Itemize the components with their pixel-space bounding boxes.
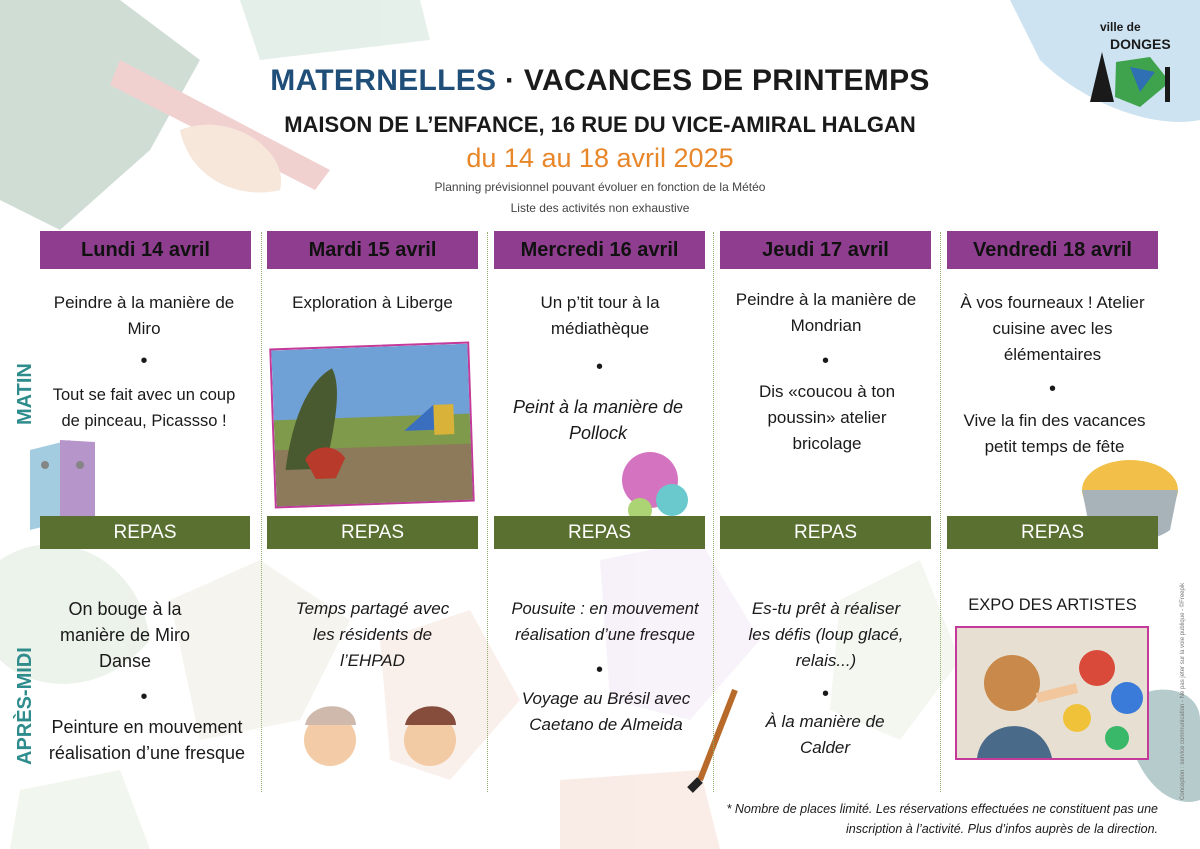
bullet-separator: •	[821, 350, 829, 372]
activity-monday-afternoon-2: Peinture en mouvement réalisation d’une fresque	[48, 717, 246, 763]
activity-monday-morning-2: Tout se fait avec un coup de pinceau, Picassso !	[52, 386, 236, 430]
lunch-bar-tuesday	[267, 516, 478, 549]
activity-thursday-morning-1: Peindre à la manière de Mondrian	[735, 290, 917, 335]
activity-friday-afternoon-1: EXPO DES ARTISTES	[968, 596, 1137, 614]
day-header-monday	[40, 231, 251, 269]
lunch-label: REPAS	[113, 521, 177, 543]
lunch-label: REPAS	[793, 521, 857, 543]
bullet-separator: •	[140, 686, 148, 708]
activity-friday-morning-2: Vive la fin des vacances petit temps de fête	[963, 411, 1146, 456]
lunch-bar-wednesday	[494, 516, 705, 549]
logo-text-ville: ville de	[1100, 20, 1141, 34]
bullet-separator: •	[140, 350, 148, 372]
activity-wednesday-morning-1: Un p’tit tour à la médiathèque	[540, 293, 660, 338]
lunch-bar-monday	[40, 516, 250, 549]
day-header-label: Mardi 15 avril	[308, 238, 437, 261]
lunch-label: REPAS	[340, 521, 404, 543]
activity-monday-afternoon-1: On bouge à la manière de Miro Danse	[59, 599, 191, 671]
day-header-thursday	[720, 231, 931, 269]
activities-note: Liste des activités non exhaustive	[510, 201, 690, 215]
lunch-label: REPAS	[567, 521, 631, 543]
date-range: du 14 au 18 avril 2025	[466, 143, 734, 173]
bullet-separator: •	[595, 356, 603, 378]
column-separator	[713, 232, 714, 792]
lunch-label: REPAS	[1020, 521, 1084, 543]
day-header-friday	[947, 231, 1158, 269]
period-label-morning: MATIN	[14, 363, 36, 425]
column-separator	[487, 232, 488, 792]
footnote: * Nombre de places limité. Les réservations effectuées ne constituent pas une inscription à l’activité. Plus d’infos auprès de la direction.	[726, 802, 1158, 836]
child-painting-photo	[955, 626, 1149, 760]
bullet-separator: •	[595, 659, 603, 681]
park-image	[271, 343, 474, 508]
period-label-afternoon: APRÈS-MIDI	[14, 647, 36, 765]
title-audience: MATERNELLES	[270, 64, 497, 97]
activity-wednesday-afternoon-2: Voyage au Brésil avec Caetano de Almeida	[521, 689, 691, 734]
address: MAISON DE L’ENFANCE, 16 RUE DU VICE-AMIRAL HALGAN	[284, 112, 916, 137]
day-header-label: Jeudi 17 avril	[762, 238, 889, 261]
bullet-separator: •	[1048, 378, 1056, 400]
logo-text-donges: DONGES	[1110, 36, 1171, 52]
activity-monday-morning-1: Peindre à la manière de Miro	[53, 293, 235, 338]
activity-thursday-afternoon-2: À la manière de Calder	[765, 712, 885, 757]
day-header-wednesday	[494, 231, 705, 269]
lunch-bar-friday	[947, 516, 1158, 549]
activity-thursday-afternoon-1: Es-tu prêt à réaliser les défis (loup glacé, relais...)	[748, 599, 904, 670]
day-header-label: Mercredi 16 avril	[520, 238, 679, 261]
activity-friday-morning-1: À vos fourneaux ! Atelier cuisine avec les élémentaires	[960, 293, 1145, 364]
credit: Conception : service communication - Ne pas jeter sur la voie publique - ©Freepik	[1180, 582, 1186, 800]
day-header-label: Vendredi 18 avril	[973, 238, 1132, 261]
title-event: · VACANCES DE PRINTEMPS	[496, 64, 930, 97]
page-title	[0, 64, 1200, 98]
day-header-tuesday	[267, 231, 478, 269]
activity-tuesday-morning-1: Exploration à Liberge	[292, 293, 453, 312]
child-painting-image	[957, 628, 1147, 758]
bullet-separator: •	[821, 683, 829, 705]
lunch-bar-thursday	[720, 516, 931, 549]
activity-thursday-morning-2: Dis «coucou à ton poussin» atelier bricolage	[758, 382, 896, 453]
park-photo	[269, 342, 474, 509]
column-separator	[261, 232, 262, 792]
day-header-label: Lundi 14 avril	[81, 238, 210, 261]
column-separator	[940, 232, 941, 792]
forecast-note: Planning prévisionnel pouvant évoluer en fonction de la Météo	[434, 180, 766, 194]
activity-wednesday-morning-2: Peint à la manière de Pollock	[512, 397, 684, 443]
activity-wednesday-afternoon-1: Pousuite : en mouvement réalisation d’une fresque	[511, 600, 699, 644]
activity-tuesday-afternoon-1: Temps partagé avec les résidents de l’EHPAD	[295, 599, 450, 670]
